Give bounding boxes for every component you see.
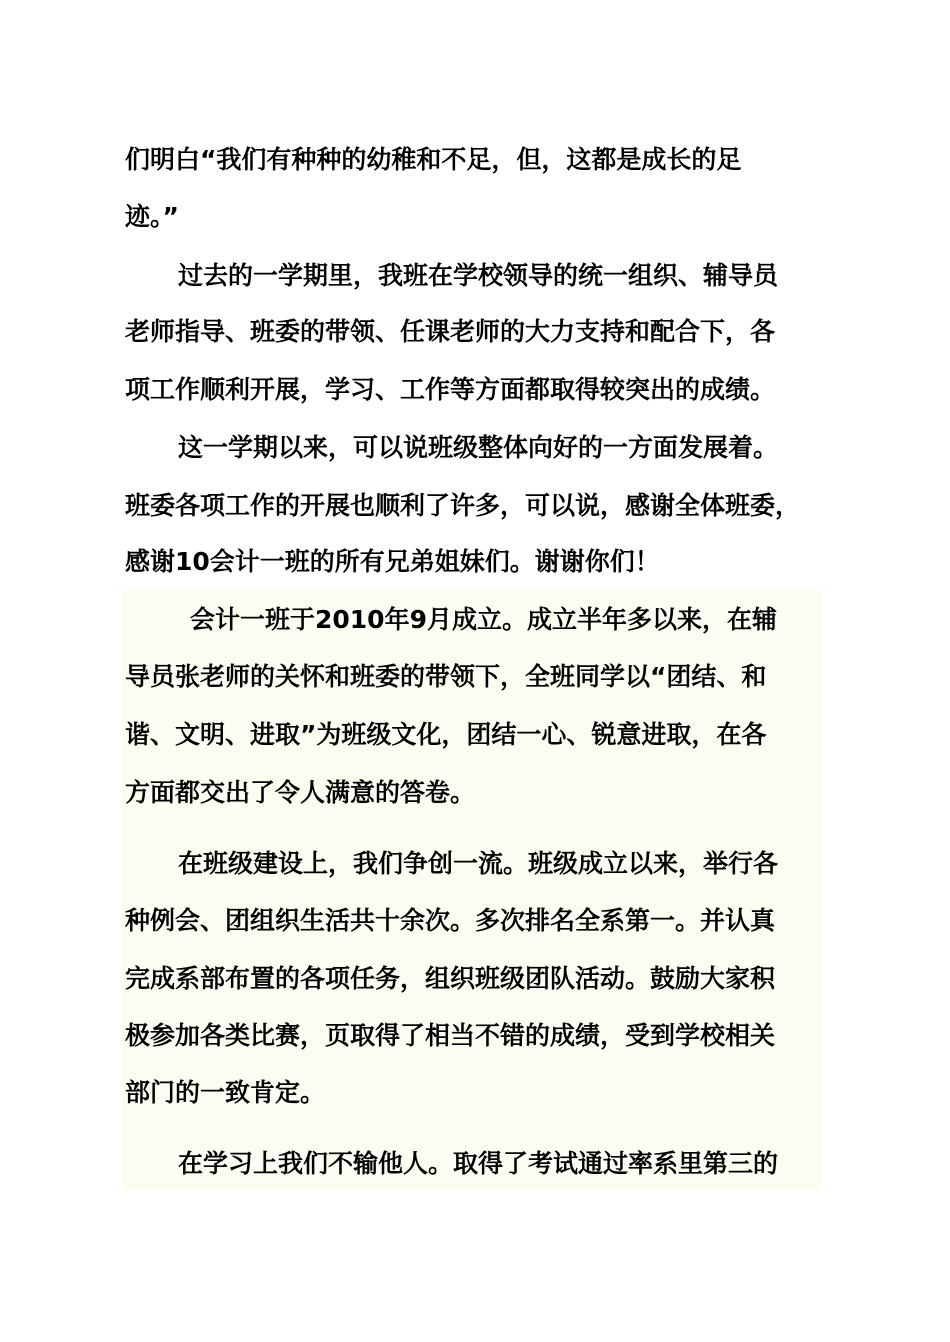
text-line-14: 种例会、团组织生活共十余次。多次排名全系第一。并认真 <box>125 906 776 935</box>
text-line-4: 老师指导、班委的带领、任课老师的大力支持和配合下，各 <box>125 317 776 346</box>
text-line-6: 这一学期以来，可以说班级整体向好的一方面发展着。 <box>178 433 779 462</box>
text-line-10: 导员张老师的关怀和班委的带领下，全班同学以“团结、和 <box>125 662 767 691</box>
text-line-15: 完成系部布置的各项任务，组织班级团队活动。鼓励大家积 <box>125 964 776 993</box>
text-line-3: 过去的一学期里，我班在学校领导的统一组织、辅导员 <box>178 261 779 290</box>
text-line-2: 迹。” <box>125 202 179 231</box>
text-line-13: 在班级建设上，我们争创一流。班级成立以来，举行各 <box>178 849 779 878</box>
text-line-12: 方面都交出了令人满意的答卷。 <box>125 778 476 807</box>
text-line-5: 项工作顺利开展，学习、工作等方面都取得较突出的成绩。 <box>125 375 776 404</box>
text-line-11: 谐、文明、进取”为班级文化，团结一心、锐意进取，在各 <box>125 720 767 749</box>
text-line-7: 班委各项工作的开展也顺利了许多，可以说，感谢全体班委， <box>125 491 801 520</box>
text-line-18: 在学习上我们不输他人。取得了考试通过率系里第三的 <box>178 1149 779 1178</box>
text-line-1: 们明白“我们有种种的幼稚和不足，但，这都是成长的足 <box>125 145 742 174</box>
text-line-17: 部门的一致肯定。 <box>125 1078 326 1107</box>
text-line-8: 感谢10会计一班的所有兄弟姐妹们。谢谢你们！ <box>125 547 660 576</box>
text-line-9: 会计一班于2010年9月成立。成立半年多以来，在辅 <box>190 605 777 634</box>
text-line-16: 极参加各类比赛，页取得了相当不错的成绩，受到学校相关 <box>125 1021 776 1050</box>
